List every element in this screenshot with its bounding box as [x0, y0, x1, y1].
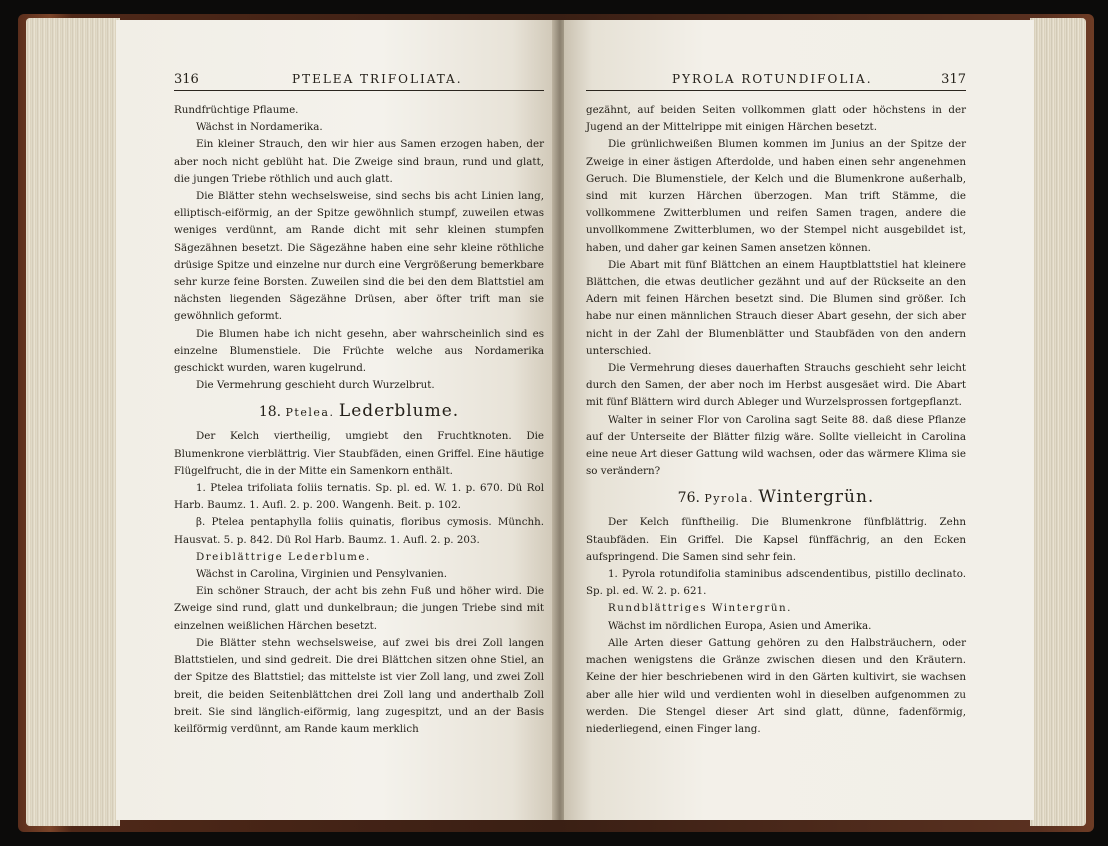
body-paragraph: Der Kelch viertheilig, umgiebt den Fruchtknoten. Die Blumenkrone vierblättrig. Vier Staubfäden, einen Griffel. Eine häutige Flügelfrucht, die in der Mitte ein Samenkorn enthält.	[174, 430, 544, 477]
body-paragraph: Der Kelch fünftheilig. Die Blumenkrone fünfblättrig. Zehn Staubfäden. Ein Griffel. Die Kapsel fünffächrig, an den Ecken aufspringend. Die Samen sind sehr fein.	[586, 516, 966, 563]
right-page-header	[586, 70, 966, 91]
page-edges-right	[1030, 18, 1086, 826]
genus-number: 76.	[677, 490, 700, 507]
left-page-text	[174, 102, 544, 738]
body-paragraph: Die grünlichweißen Blumen kommen im Junius an der Spitze der Zweige in einer ästigen Afterdolde, und haben einen sehr angenehmen Geruch. Die Blumenstiele, der Kelch und die Blumenkrone außerhalb, sind mit kurzen Härchen überzogen. Man trift Stämme, die vollkommene Zwitterblumen und reifen Samen tragen, andere die unvollkommene Zwitterblumen, wo der Stempel nicht ausgebildet ist, haben, und daher gar keinen Samen ansetzen können.	[586, 138, 966, 254]
genus-number: 18.	[258, 404, 282, 421]
species-common-name: Dreiblättrige Lederblume.	[196, 550, 371, 563]
body-paragraph: gezähnt, auf beiden Seiten vollkommen glatt oder höchstens in der Jugend an der Mittelrippe mit einigen Härchen besetzt.	[586, 104, 966, 134]
body-paragraph: Wächst in Carolina, Virginien und Pensylvanien.	[196, 568, 448, 581]
body-paragraph: Rundfrüchtige Pflaume.	[174, 104, 299, 116]
body-paragraph: β. Ptelea pentaphylla foliis quinatis, floribus cymosis. Münchh. Hausvat. 5. p. 842. Dü Rol Harb. Baumz. 1. Aufl. 2. p. 203.	[174, 516, 544, 546]
body-paragraph: Die Blätter stehn wechselsweise, auf zwei bis drei Zoll langen Blattstielen, und sind gedreit. Die drei Blättchen sitzen ohne Stiel, an der Spitze des Blattstiel; das mittelste ist vier Zoll lang, und zwei Zoll breit, die beiden Seitenblättchen drei Zoll lang und anderthalb Zoll breit. Sie sind länglich-eiförmig, lang zugespitzt, und an der Basis keilförmig verdünnt, am Rande kaum merklich	[174, 636, 544, 735]
left-page	[116, 20, 556, 820]
body-paragraph: Wächst im nördlichen Europa, Asien und Amerika.	[608, 619, 872, 632]
genus-german-name: Lederblume.	[338, 401, 460, 422]
genus-heading	[586, 486, 966, 510]
page-number: 317	[941, 72, 966, 87]
species-common-name: Rundblättriges Wintergrün.	[608, 602, 792, 615]
right-page-text	[586, 102, 966, 738]
body-paragraph: Ein schöner Strauch, der acht bis zehn Fuß und höher wird. Die Zweige sind rund, glatt und dunkelbraun; die jungen Triebe sind mit einzelnen weißlichen Härchen besetzt.	[174, 585, 544, 632]
body-paragraph: Die Abart mit fünf Blättchen an einem Hauptblattstiel hat kleinere Blättchen, die etwas deutlicher gezähnt und auf der Rückseite an den Adern mit feinen Härchen besetzt sind. Die Blumen sind größer. Ich habe nur einen männlichen Strauch dieser Abart gesehn, der sich aber nicht in der Zahl der Blumenblätter und Staubfäden von den andern unterschied.	[586, 258, 966, 357]
body-paragraph: Die Blätter stehn wechselsweise, sind sechs bis acht Linien lang, elliptisch-eiförmig, an der Spitze gewöhnlich stumpf, zuweilen etwas weniges verdünnt, am Rande dicht mit sehr kleinen stumpfen Sägezähnen besetzt. Die Sägezähne haben eine sehr kleine röthliche drüsige Spitze und einzelne nur durch eine Vergrößerung bemerkbare sehr kurze feine Borsten. Zuweilen sind die bei den dem Blattstiel am nächsten liegenden Sägezähne Drüsen, aber öfter trift man sie gewöhnlich geformt.	[174, 190, 544, 323]
genus-heading	[174, 400, 544, 424]
body-paragraph: Walter in seiner Flor von Carolina sagt Seite 88. daß diese Pflanze auf der Unterseite der Blätter filzig wäre. Sollte vielleicht in Carolina eine neue Art dieser Gattung wild wachsen, oder das wärmere Klima sie so verändern?	[586, 413, 966, 478]
genus-latin-name: Pyrola.	[704, 492, 754, 506]
body-paragraph: Die Vermehrung geschieht durch Wurzelbrut.	[196, 379, 435, 392]
running-title: PYROLA ROTUNDIFOLIA.	[672, 72, 873, 86]
body-paragraph: 1. Pyrola rotundifolia staminibus adscendentibus, pistillo declinato. Sp. pl. ed. W. 2. p. 621.	[586, 568, 966, 598]
body-paragraph: Ein kleiner Strauch, den wir hier aus Samen erzogen haben, der aber noch nicht geblüht hat. Die Zweige sind braun, rund und glatt, die jungen Triebe röthlich und auch glatt.	[174, 138, 544, 185]
body-paragraph: Alle Arten dieser Gattung gehören zu den Halbsträuchern, oder machen wenigstens die Gränze zwischen diesen und den Kräutern. Keine der hier beschriebenen wird in den Gärten kultivirt, sie wachsen aber alle hier wild und verdienten wohl in dieselben aufgenommen zu werden. Die Stengel dieser Art sind glatt, dünne, fadenförmig, niederliegend, einen Finger lang.	[586, 636, 966, 735]
right-page	[564, 20, 1034, 820]
genus-latin-name: Ptelea.	[285, 406, 335, 420]
page-edges-left	[26, 18, 120, 826]
body-paragraph: Wächst in Nordamerika.	[196, 121, 323, 134]
genus-german-name: Wintergrün.	[758, 487, 875, 508]
running-title: PTELEA TRIFOLIATA.	[292, 72, 463, 86]
page-number: 316	[174, 72, 199, 87]
left-page-header	[174, 70, 544, 91]
body-paragraph: Die Blumen habe ich nicht gesehn, aber wahrscheinlich sind es einzelne Blumenstiele. Die Früchte welche aus Nordamerika geschickt wurden, waren kugelrund.	[174, 327, 544, 375]
body-paragraph: Die Vermehrung dieses dauerhaften Strauchs geschieht sehr leicht durch den Samen, der aber noch im Herbst ausgesäet wird. Die Abart mit fünf Blättern wird durch Ableger und Wurzelsprossen fortgepflanzt.	[586, 362, 966, 409]
body-paragraph: 1. Ptelea trifoliata foliis ternatis. Sp. pl. ed. W. 1. p. 670. Dü Rol Harb. Baumz. 1. Aufl. 2. p. 200. Wangenh. Beit. p. 102.	[174, 482, 544, 512]
